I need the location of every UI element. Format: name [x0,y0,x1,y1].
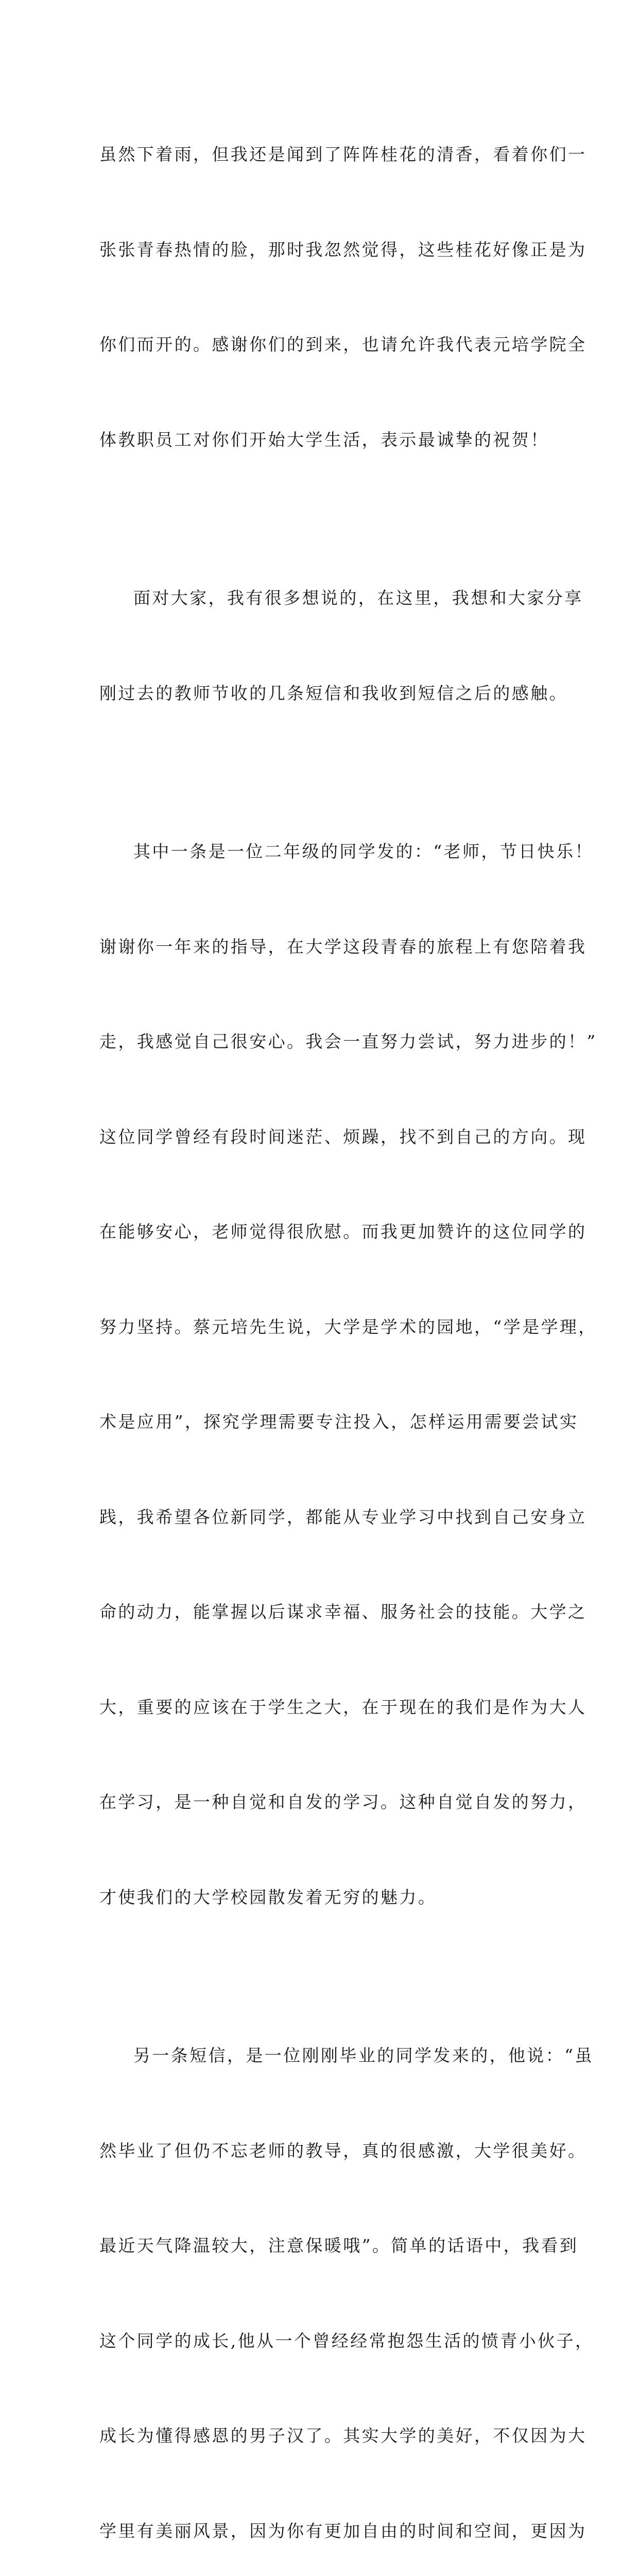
text-line: 学里有美丽风景，因为你有更加自由的时间和空间，更因为 [99,2520,587,2541]
text-line: 体教职员工对你们开始大学生活，表示最诚挚的祝贺！ [99,429,549,450]
text-line: 才使我们的大学校园散发着无穷的魅力。 [99,1887,437,1907]
text-line: 最近天气降温较大，注意保暖哦”。简单的话语中，我看到 [99,2235,579,2256]
text-line: 这个同学的成长,他从一个曾经经常抱怨生活的愤青小伙子， [99,2330,594,2351]
text-line: 其中一条是一位二年级的同学发的：“老师，节日快乐！ [133,841,594,861]
text-line: 然毕业了但仍不忘老师的教导，真的很感激，大学很美好。 [99,2140,587,2161]
text-line: 另一条短信，是一位刚刚毕业的同学发来的，他说：“虽 [133,2045,594,2065]
text-line: 你们而开的。感谢你们的到来，也请允许我代表元培学院全 [99,334,587,354]
text-line: 践，我希望各位新同学，都能从专业学习中找到自己安身立 [99,1506,587,1527]
text-line: 刚过去的教师节收的几条短信和我收到短信之后的感触。 [99,683,568,703]
text-line: 术是应用”，探究学理需要专注投入，怎样运用需要尝试实 [99,1412,579,1432]
text-line: 张张青春热情的脸，那时我忽然觉得，这些桂花好像正是为 [99,239,587,260]
paragraph-2 [99,519,583,772]
text-line: 面对大家，我有很多想说的，在这里，我想和大家分享 [133,588,583,608]
text-line: 命的动力，能掌握以后谋求幸福、服务社会的技能。大学之 [99,1602,587,1622]
paragraph-1 [99,75,587,519]
paragraph-3 [99,772,597,1976]
text-line: 这位同学曾经有段时间迷茫、烦躁，找不到自己的方向。现 [99,1126,587,1147]
text-line: 成长为懂得感恩的男子汉了。其实大学的美好，不仅因为大 [99,2426,587,2446]
text-line: 在学习，是一种自觉和自发的学习。这种自觉自发的努力， [99,1792,587,1812]
document-body [99,75,597,2576]
paragraph-4 [99,1976,594,2576]
text-line: 谢谢你一年来的指导，在大学这段青春的旅程上有您陪着我 [99,936,587,957]
text-line: 大，重要的应该在于学生之大，在于现在的我们是作为大人 [99,1697,587,1717]
text-line: 在能够安心，老师觉得很欣慰。而我更加赞许的这位同学的 [99,1222,587,1242]
text-line: 虽然下着雨，但我还是闻到了阵阵桂花的清香，看着你们一 [99,144,587,164]
text-line: 努力坚持。蔡元培先生说，大学是学术的园地，“学是学理， [99,1316,597,1337]
text-line: 走，我感觉自己很安心。我会一直努力尝试，努力进步的！” [99,1031,597,1052]
